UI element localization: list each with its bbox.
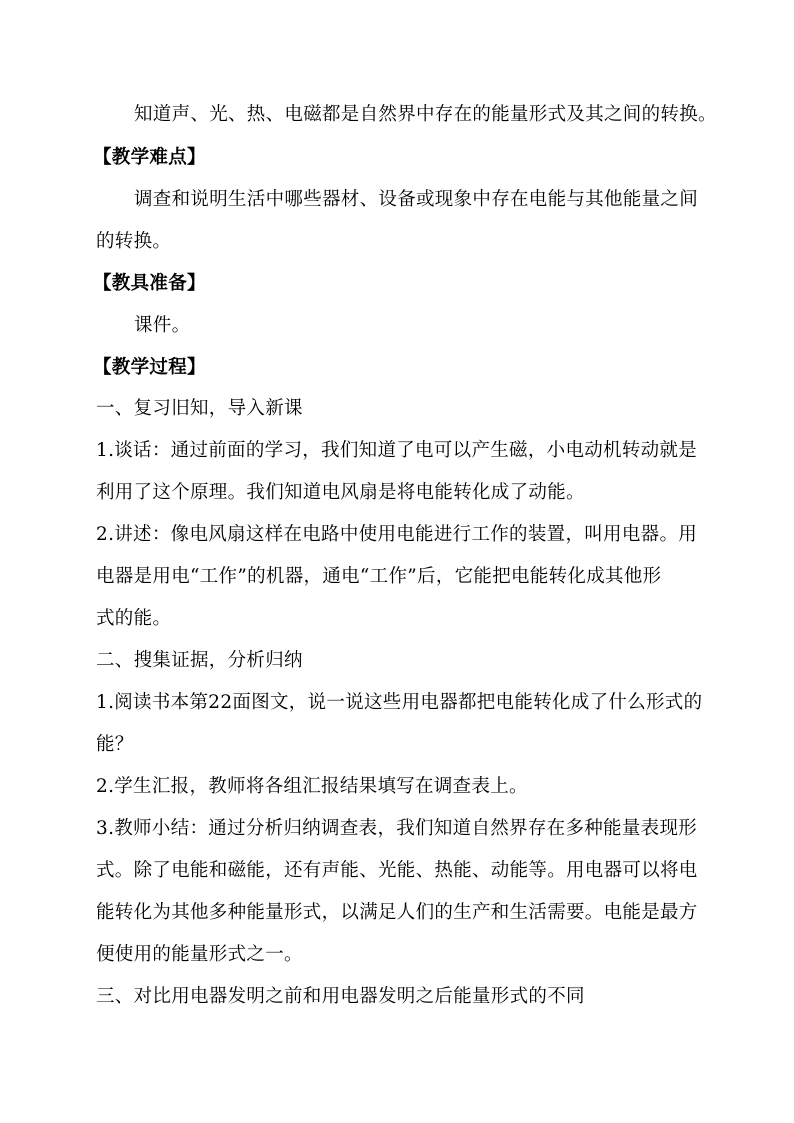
tools-text: 课件。	[134, 315, 191, 336]
section-1-item-2-line-2: 电器是用电“工作”的机器，通电“工作”后，它能把电能转化成其他形	[96, 566, 662, 587]
section-1-item-1-line-1: 1.谈话：通过前面的学习，我们知道了电可以产生磁，小电动机转动就是	[96, 440, 698, 461]
section-2-item-3-line-4: 便使用的能量形式之一。	[96, 944, 303, 965]
difficulty-heading: 【教学难点】	[93, 147, 206, 168]
section-1-item-2-line-3: 式的能。	[96, 608, 172, 629]
teaching-goal-text: 知道声、光、热、电磁都是自然界中存在的能量形式及其之间的转换。	[134, 104, 717, 125]
section-2-item-2-line-1: 2.学生汇报，教师将各组汇报结果填写在调查表上。	[96, 776, 528, 797]
section-2-item-1-line-2: 能？	[96, 734, 134, 755]
section-2-item-1-line-1: 1.阅读书本第22面图文，说一说这些用电器都把电能转化成了什么形式的	[96, 692, 703, 713]
difficulty-text-line-1: 调查和说明生活中哪些器材、设备或现象中存在电能与其他能量之间	[134, 189, 699, 210]
section-1-item-1-line-2: 利用了这个原理。我们知道电风扇是将电能转化成了动能。	[96, 482, 585, 503]
section-2-item-3-line-3: 能转化为其他多种能量形式，以满足人们的生产和生活需要。电能是最方	[96, 902, 698, 923]
section-3-title: 三、对比用电器发明之前和用电器发明之后能量形式的不同	[96, 986, 585, 1007]
section-2-item-3-line-2: 式。除了电能和磁能，还有声能、光能、热能、动能等。用电器可以将电	[96, 860, 698, 881]
section-2-item-3-line-1: 3.教师小结：通过分析归纳调查表，我们知道自然界存在多种能量表现形	[96, 818, 698, 839]
section-1-title: 一、复习旧知，导入新课	[96, 398, 303, 419]
section-2-title: 二、搜集证据，分析归纳	[96, 650, 303, 671]
process-heading: 【教学过程】	[93, 357, 206, 378]
section-1-item-2-line-1: 2.讲述：像电风扇这样在电路中使用电能进行工作的装置，叫用电器。用	[96, 524, 698, 545]
tools-heading: 【教具准备】	[93, 273, 206, 294]
difficulty-text-line-2: 的转换。	[96, 231, 172, 252]
